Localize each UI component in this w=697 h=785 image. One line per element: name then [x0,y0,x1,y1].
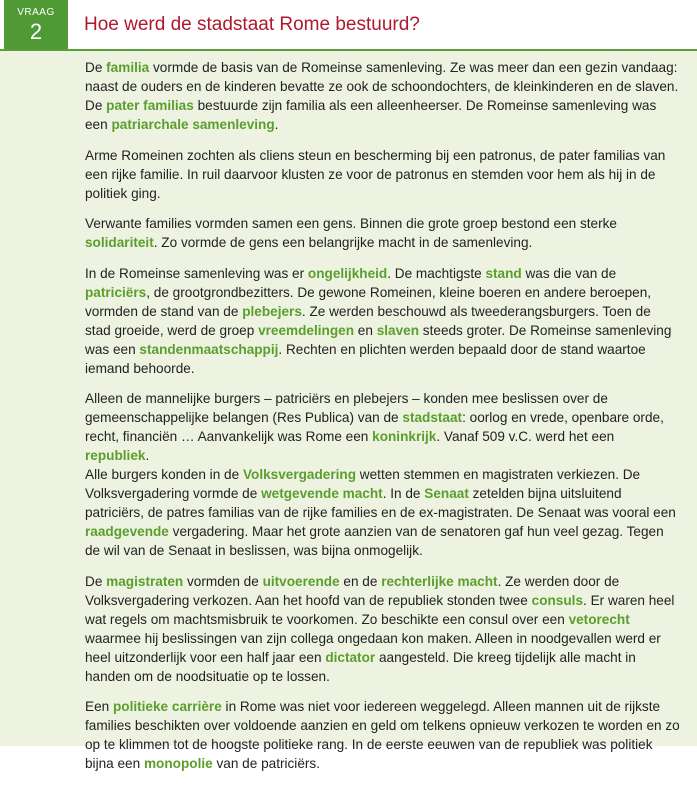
keyword: standenmaatschappij [139,341,279,357]
keyword: plebejers [242,303,302,319]
paragraph-text: vormde de basis van de Romeinse samenleving. Ze was meer dan een gezin vandaag: naast de ouders en de kinderen bevatte ze ook de schoondochters, de kleinkinderen en de slaven. De [85,60,679,113]
paragraph-text: In de Romeinse samenleving was er [85,265,308,281]
paragraph-text: Alle burgers konden in de [85,467,243,482]
paragraph-familia [85,58,680,134]
badge-number: 2 [29,19,43,44]
keyword: republiek [85,448,146,463]
keyword: familia [106,60,150,75]
paragraph-text: zetelden bijna uitsluitend patriciërs, de patres familias van de rijke families en de ex-magistraten. De Senaat was vooral een [85,486,676,520]
paragraph-text: wetten stemmen en magistraten verkiezen. De Volksvergadering vormde de [85,467,641,501]
keyword: rechterlijke macht [381,573,498,589]
keyword: raadgevende [85,524,169,539]
paragraph-text: , de grootgrondbezitters. De gewone Romeinen, kleine boeren en andere beroepen, vormden de stand van de [85,284,652,319]
keyword: monopolie [143,756,213,771]
paragraph-text: vormden de [183,573,263,589]
keyword: solidariteit [85,235,154,250]
keyword: magistraten [106,573,184,589]
keyword: Senaat [424,486,469,501]
paragraph-text: en [354,322,377,338]
paragraph-patronus [85,146,680,203]
keyword: vetorecht [568,611,630,627]
question-badge [4,0,68,49]
text-body [85,58,680,785]
paragraph-text: aangesteld. Die kreeg tijdelijk alle macht in handen om de noodsituatie op te lossen. [85,649,636,684]
paragraph-text: steeds groter. De Romeinse samenleving was een [85,322,672,357]
keyword: Volksvergadering [242,467,357,482]
paragraph-text: : oorlog en vrede, openbare orde, recht, financiën … Aanvankelijk was Rome een [85,410,664,444]
keyword: stadstaat [402,410,463,425]
keyword: uitvoerende [262,573,340,589]
paragraph-text: . Zo vormde de gens een belangrijke macht in de samenleving. [153,235,533,250]
paragraph-text: van de patriciërs. [212,756,320,771]
paragraph-text: . Er waren heel wat regels om machtsmisbruik te voorkomen. Zo beschikte een consul over een [85,592,675,627]
paragraph-text: vergadering. Maar het grote aanzien van de senatoren gaf hun veel gezag. Tegen de wil van de Senaat in beslissen, was bijna onmogelijk. [85,524,664,558]
keyword: pater familias [106,98,194,113]
paragraph-volksvergadering [85,465,680,560]
keyword: wetgevende macht [261,486,383,501]
paragraph-magistraten [85,572,680,686]
question-header [0,0,697,51]
paragraph-text: . In de [382,486,425,501]
paragraph-text: Een [85,699,113,714]
paragraph-carriere [85,697,680,773]
paragraph-text: . Vanaf 509 v.C. werd het een [436,429,615,444]
paragraph-text: en de [339,573,382,589]
paragraph-text: Verwante families vormden samen een gens. Binnen die grote groep bestond een sterke [85,216,617,231]
paragraph-text: Arme Romeinen zochten als cliens steun en bescherming bij een patronus, de pater familias van een rijke familie. In ruil daarvoor klusten ze voor de patronus en stemden voor hem als hij in de politiek ging. [85,147,666,201]
keyword: koninkrijk [372,429,437,444]
paragraph-text: in Rome was niet voor iedereen weggelegd. Alleen mannen uit de rijkste families beschikten over voldoende aanzien en geld om telkens opnieuw verkozen te worden en zo op te klimmen tot de hoogste politieke rang. In de eerste eeuwen van de republiek was politiek bijna een [85,699,680,771]
paragraph-text: . Rechten en plichten werden bepaald door de stand waartoe iemand behoorde. [85,341,646,376]
keyword: dictator [325,649,376,665]
keyword: stand [485,265,522,281]
paragraph-text: . [274,117,279,132]
keyword: consuls [531,592,584,608]
paragraph-text: Alleen de mannelijke burgers – patriciërs en plebejers – konden mee beslissen over de gemeenschappelijke belangen (Res Publica) van de [85,391,608,425]
keyword: politieke carrière [112,699,222,714]
paragraph-gens [85,214,680,252]
paragraph-text: . Ze werden beschouwd als tweederangsburgers. Toen de stad groeide, werd de groep [85,303,651,338]
paragraph-text: . [145,448,150,463]
paragraph-stadstaat [85,389,680,465]
paragraph-text: . De machtigste [387,265,486,281]
paragraph-standen [85,264,680,378]
badge-label: VRAAG [17,7,55,18]
paragraph-text: . Ze werden door de Volksvergadering verkozen. Aan het hoofd van de republiek stonden twee [85,573,620,608]
keyword: ongelijkheid [307,265,388,281]
paragraph-text: waarmee hij beslissingen van zijn collega ongedaan kon maken. Alleen in noodgevallen werd er heel uitzonderlijk voor een half jaar een [85,630,661,665]
keyword: patriciërs [85,284,147,300]
keyword: patriarchale samenleving [111,117,275,132]
paragraph-text: De [85,573,107,589]
keyword: slaven [376,322,420,338]
paragraph-text: was die van de [521,265,617,281]
question-title: Hoe werd de stadstaat Rome bestuurd? [84,14,420,35]
paragraph-text: De [85,60,107,75]
paragraph-text: bestuurde zijn familia als een alleenheerser. De Romeinse samenleving was een [85,98,657,132]
keyword: vreemdelingen [258,322,355,338]
